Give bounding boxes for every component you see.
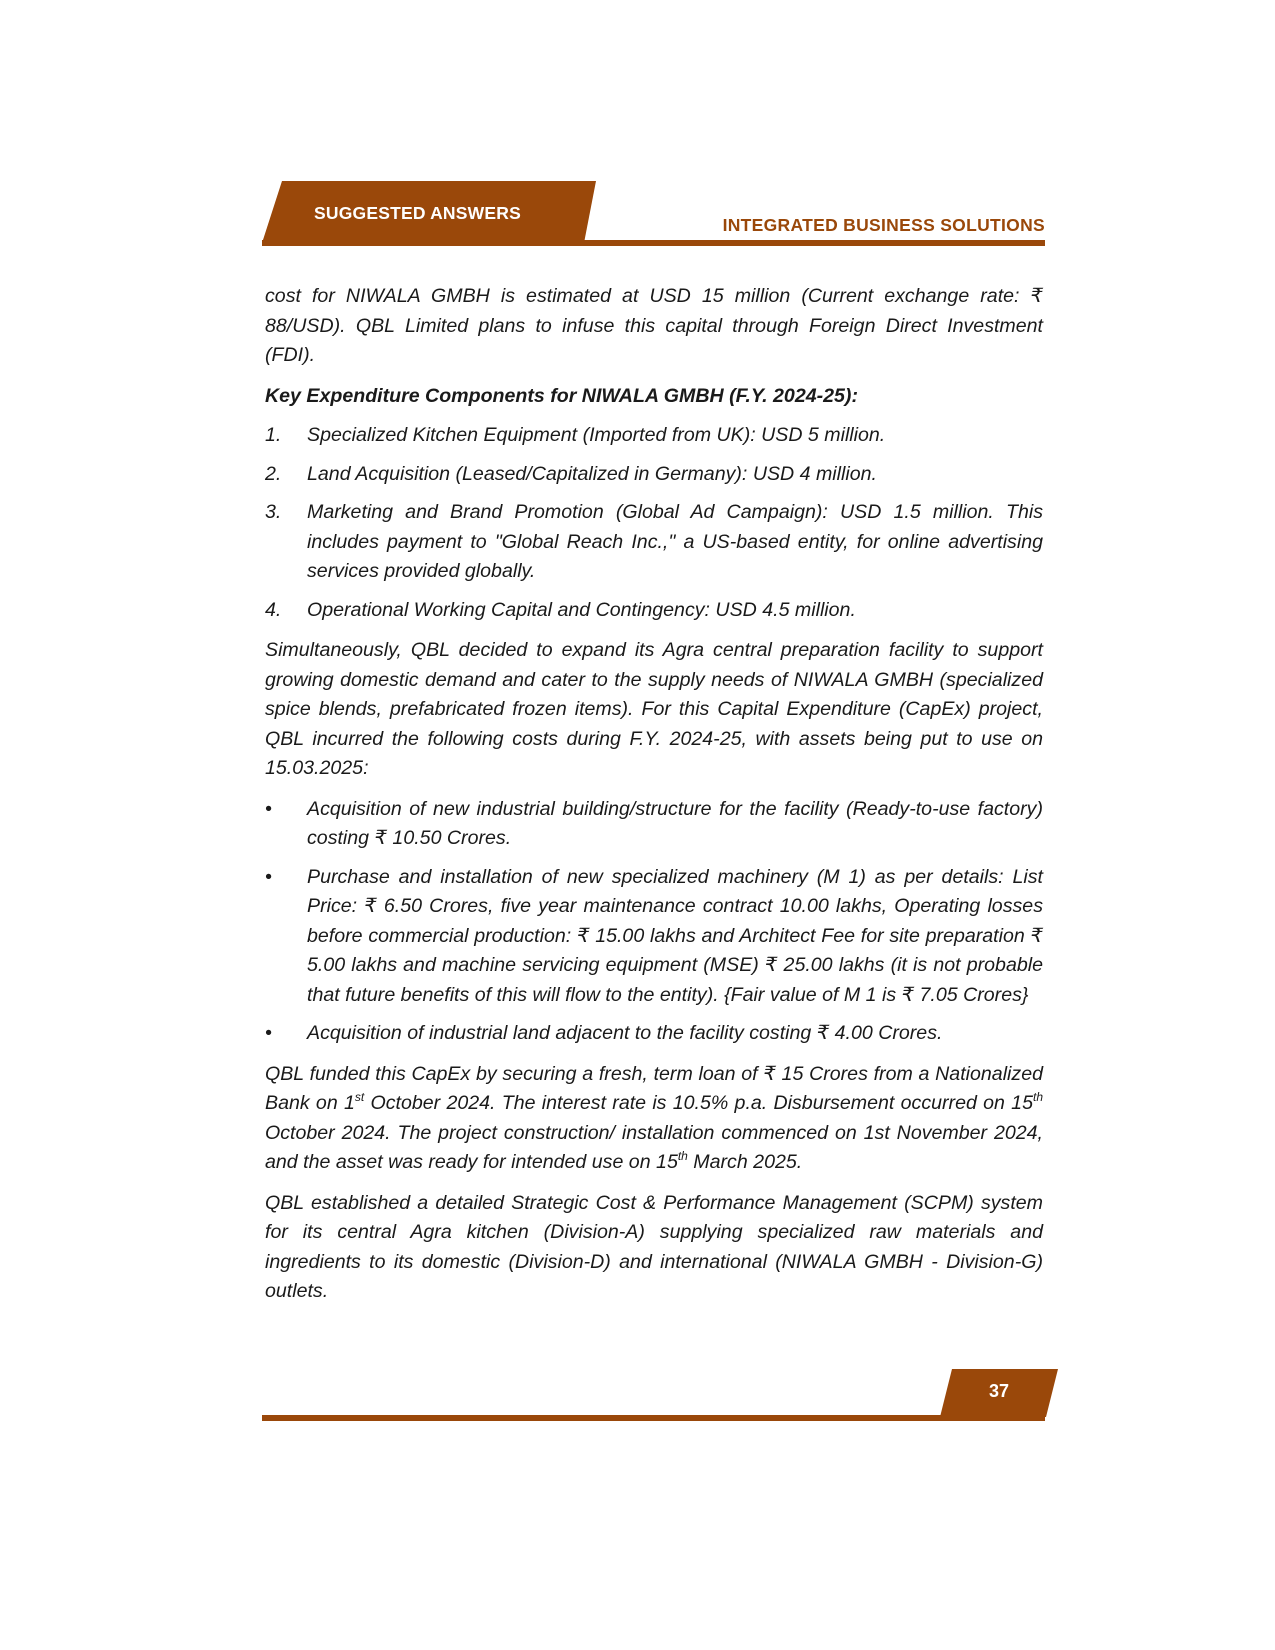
list-item — [265, 498, 1043, 587]
bullet-item — [265, 795, 1043, 854]
bullet-item — [265, 1019, 1043, 1049]
bullet-item-text: Acquisition of industrial land adjacent to the facility costing ₹ 4.00 Crores. — [307, 1022, 943, 1044]
loan-text-4: March 2025. — [687, 1151, 803, 1173]
list-item-text: Land Acquisition (Leased/Capitalized in Germany): USD 4 million. — [307, 462, 877, 485]
loan-text-3: October 2024. The project construction/ installation commenced on 1st November 2024, and the asset was ready for intended use on 15 — [265, 1121, 1043, 1173]
bullet-item-text: Acquisition of new industrial building/structure for the facility (Ready-to-use factory) costing ₹ 10.50 Crores. — [307, 797, 1043, 849]
bullet-item — [265, 863, 1043, 1011]
footer-rule — [262, 1415, 1045, 1421]
ordinal-suffix: th — [1032, 1090, 1043, 1104]
header-tab — [262, 181, 596, 243]
header-rule — [262, 240, 1045, 246]
list-number: 4. — [265, 598, 282, 621]
loan-paragraph — [265, 1060, 1043, 1178]
list-item — [265, 421, 1043, 451]
list-number: 1. — [265, 424, 282, 446]
list-number: 2. — [265, 462, 282, 485]
list-item — [265, 596, 1043, 626]
intro-paragraph: cost for NIWALA GMBH is estimated at USD 15 million (Current exchange rate: ₹ 88/USD). QBL Limited plans to infuse this capital through Foreign Direct Investment (FDI). — [265, 285, 1043, 366]
bullet-item-text: Purchase and installation of new specialized machinery (M 1) as per details: List Price: ₹ 6.50 Crores, five year maintenance contract 10.00 lakhs, Operating losses before commercial production: ₹ 15.00 lakhs and Architect Fee for site preparation ₹ 5.00 lakhs and machine servicing equipment (MSE) ₹ 25.00 lakhs (it is not probable that future benefits of this will flow to the entity). {Fair value of M 1 is ₹ 7.05 Crores} — [307, 865, 1043, 1006]
ordinal-suffix: st — [354, 1090, 365, 1104]
loan-text-1: QBL funded this CapEx by securing a fresh, term loan of ₹ 15 Crores from a Nationalized Bank on 1 — [265, 1062, 1043, 1114]
components-list — [265, 421, 1043, 625]
page-content — [265, 282, 1043, 1318]
bullet-marker: • — [265, 865, 272, 888]
bullet-marker: • — [265, 1022, 272, 1044]
header-title: INTEGRATED BUSINESS SOLUTIONS — [722, 215, 1045, 235]
header-tab-label: SUGGESTED ANSWERS — [314, 203, 521, 223]
page-number: 37 — [988, 1381, 1010, 1401]
list-item-text: Marketing and Brand Promotion (Global Ad Campaign): USD 1.5 million. This includes payment to "Global Reach Inc.," a US-based entity, for online advertising services provided globally. — [307, 501, 1043, 582]
list-number: 3. — [265, 501, 282, 523]
footer-page-tab — [940, 1369, 1058, 1417]
scpm-paragraph: QBL established a detailed Strategic Cost & Performance Management (SCPM) system for its central Agra kitchen (Division-A) supplying specialized raw materials and ingredients to its domestic (Division-D) and international (NIWALA GMBH - Division-G) outlets. — [265, 1191, 1043, 1302]
bullet-marker: • — [265, 797, 272, 820]
list-item-text: Operational Working Capital and Contingency: USD 4.5 million. — [307, 598, 856, 621]
list-item-text: Specialized Kitchen Equipment (Imported from UK): USD 5 million. — [307, 424, 886, 446]
section-heading: Key Expenditure Components for NIWALA GMBH (F.Y. 2024-25): — [265, 384, 858, 407]
ordinal-suffix: th — [677, 1149, 688, 1163]
capex-bullet-list — [265, 795, 1043, 1049]
list-item — [265, 460, 1043, 490]
capex-paragraph: Simultaneously, QBL decided to expand its Agra central preparation facility to support growing domestic demand and cater to the supply needs of NIWALA GMBH (specialized spice blends, prefabricated frozen items). For this Capital Expenditure (CapEx) project, QBL incurred the following costs during F.Y. 2024-25, with assets being put to use on 15.03.2025: — [265, 639, 1043, 779]
loan-text-2: October 2024. The interest rate is 10.5% p.a. Disbursement occurred on 15 — [364, 1092, 1033, 1114]
